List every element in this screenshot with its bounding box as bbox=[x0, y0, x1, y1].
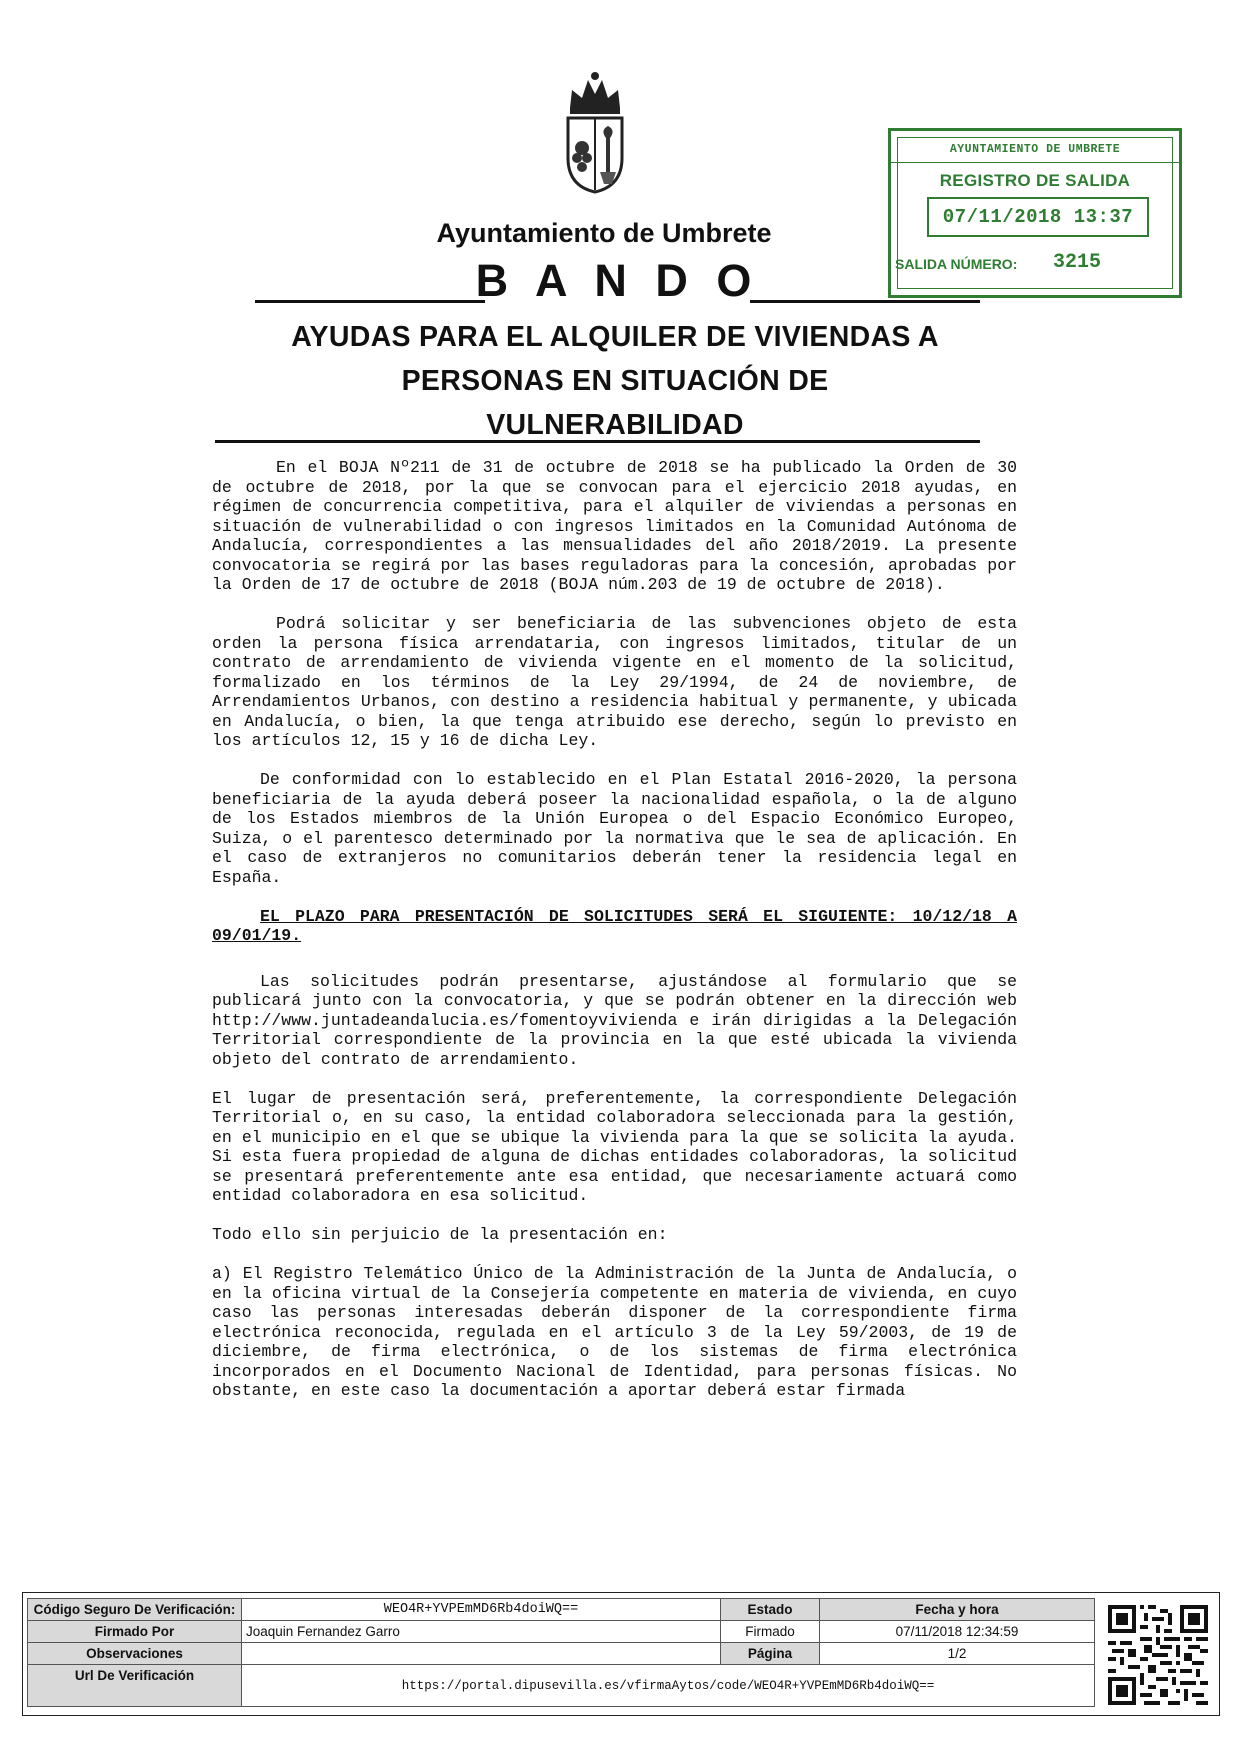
bando-title: B A N D O bbox=[475, 255, 760, 306]
title-underline bbox=[215, 440, 980, 443]
paragraph: Podrá solicitar y ser beneficiaria de las subvenciones objeto de esta orden la persona física arrendataria, con ingresos limitados, titular de un contrato de arrendamiento de vivienda vigente en el momento de la solicitud, formalizado en los términos de la Ley 29/1994, de 24 de noviembre, de Arrendamientos Urbanos, con destino a residencia habitual y permanente, y ubicada en Andalucía, o bien, la que tenga atribuido ese derecho, según lo previsto en los artículos 12, 15 y 16 de dicha Ley. bbox=[212, 614, 1017, 750]
qr-code-icon bbox=[1108, 1605, 1208, 1705]
municipal-crest-logo bbox=[560, 68, 630, 194]
observaciones-value bbox=[242, 1643, 721, 1665]
stamp-datetime: 07/11/2018 13:37 bbox=[927, 197, 1149, 237]
estado-value: Firmado bbox=[721, 1621, 820, 1643]
verification-table bbox=[27, 1598, 1095, 1707]
firmado-label: Firmado Por bbox=[28, 1621, 242, 1643]
subject-line: AYUDAS PARA EL ALQUILER DE VIVIENDAS A bbox=[291, 321, 939, 353]
subject-line: VULNERABILIDAD bbox=[486, 409, 744, 441]
observaciones-label: Observaciones bbox=[28, 1643, 242, 1665]
document-body bbox=[212, 458, 1017, 1420]
subject-line: PERSONAS EN SITUACIÓN DE bbox=[401, 365, 829, 397]
url-label: Url De Verificación bbox=[28, 1665, 242, 1707]
paragraph: De conformidad con lo establecido en el Plan Estatal 2016-2020, la persona beneficiaria de la ayuda deberá poseer la nacionalidad española, o la de alguno de los Estados miembros de la Unión Europea o del Espacio Económico Europeo, Suiza, o el parentesco determinado por la normativa que le sea de aplicación. En el caso de extranjeros no comunitarios deberán tener la residencia legal en España. bbox=[212, 770, 1017, 887]
document-subject bbox=[210, 315, 1020, 447]
fecha-value: 07/11/2018 12:34:59 bbox=[820, 1621, 1095, 1643]
stamp-registry-label: REGISTRO DE SALIDA bbox=[939, 171, 1131, 190]
deadline-notice: EL PLAZO PARA PRESENTACIÓN DE SOLICITUDES SERÁ EL SIGUIENTE: 10/12/18 A 09/01/19. bbox=[212, 906, 1017, 945]
stamp-number: 3215 bbox=[1053, 251, 1102, 274]
stamp-organization: AYUNTAMIENTO DE UMBRETE bbox=[949, 143, 1121, 156]
url-value[interactable]: https://portal.dipusevilla.es/vfirmaAytos/code/WEO4R+YVPEmMD6Rb4doiWQ== bbox=[242, 1665, 1095, 1707]
municipality-name: Ayuntamiento de Umbrete bbox=[436, 218, 772, 248]
pagina-label: Página bbox=[721, 1643, 820, 1665]
paragraph: Las solicitudes podrán presentarse, ajustándose al formulario que se publicará junto con la convocatoria, y que se podrán obtener en la dirección web http://www.juntadeandalucia.es/fomentoyvivienda e irán dirigidas a la Delegación Territorial correspondiente de la provincia en la que esté ubicada la vivienda objeto del contrato de arrendamiento. bbox=[212, 971, 1017, 1069]
csv-label: Código Seguro De Verificación: bbox=[28, 1599, 242, 1621]
bando-heading bbox=[255, 256, 980, 304]
estado-label: Estado bbox=[721, 1599, 820, 1621]
firmado-value: Joaquin Fernandez Garro bbox=[242, 1621, 721, 1643]
csv-value: WEO4R+YVPEmMD6Rb4doiWQ== bbox=[242, 1599, 721, 1621]
paragraph: Todo ello sin perjuicio de la presentación en: bbox=[212, 1225, 668, 1244]
fecha-label: Fecha y hora bbox=[820, 1599, 1095, 1621]
pagina-value: 1/2 bbox=[820, 1643, 1095, 1665]
stamp-number-label: SALIDA NÚMERO: bbox=[895, 256, 1018, 272]
paragraph: El lugar de presentación será, preferentemente, la correspondiente Delegación Territorial o, en su caso, la entidad colaboradora seleccionada para la gestión, en el municipio en el que se ubique la vivienda para la que se solicita la ayuda. Si esta fuera propiedad de alguna de dichas entidades colaboradoras, la solicitud se presentará preferentemente ante esa entidad, que necesariamente actuará como entidad colaboradora en esa solicitud. bbox=[212, 1088, 1017, 1205]
paragraph: a) El Registro Telemático Único de la Administración de la Junta de Andalucía, o en la oficina virtual de la Consejería competente en materia de vivienda, en cuyo caso las personas interesadas deberán disponer de la correspondiente firma electrónica reconocida, regulada en el artículo 3 de la Ley 59/2003, de 19 de diciembre, de firma electrónica, o de los sistemas de firma electrónica incorporados en el Documento Nacional de Identidad, para personas físicas. No obstante, en este caso la documentación a aportar deberá estar firmada bbox=[212, 1264, 1017, 1400]
paragraph: En el BOJA Nº211 de 31 de octubre de 2018 se ha publicado la Orden de 30 de octubre de 2018, por la que se convocan para el ejercicio 2018 ayudas, en régimen de concurrencia competitiva, para el alquiler de viviendas a personas en situación de vulnerabilidad o con ingresos limitados en la Comunidad Autónoma de Andalucía, correspondientes a las mensualidades del año 2018/2019. La presente convocatoria se regirá por las bases reguladoras para la concesión, aprobadas por la Orden de 17 de octubre de 2018 (BOJA núm.203 de 19 de octubre de 2018). bbox=[212, 458, 1017, 594]
signature-verification-footer bbox=[22, 1592, 1220, 1716]
